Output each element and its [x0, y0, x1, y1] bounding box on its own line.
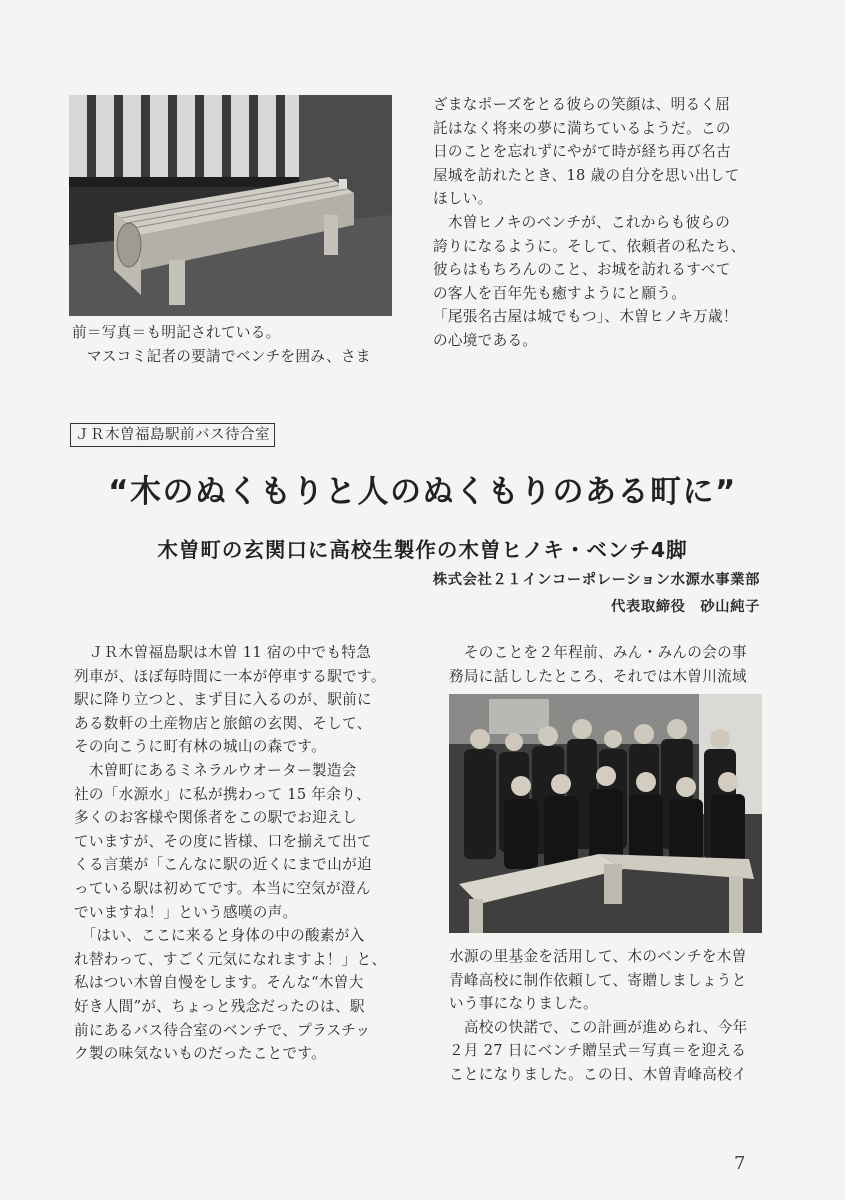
text-line: ＪＲ木曽福島駅は木曽 11 宿の中でも特急 [74, 644, 372, 661]
text-line: っている駅は初めてです。本当に空気が澄ん [74, 879, 371, 897]
text-line: ざまなポーズをとる彼らの笑顔は、明るく屈 [433, 96, 731, 113]
text-line: 「尾張名古屋は城でもつ」、木曽ヒノキ万歳！ [433, 308, 738, 326]
group-photo-illustration [449, 694, 762, 933]
category-label: ＪＲ木曽福島駅前バス待合室 [70, 423, 275, 447]
text-line: そのことを２年程前、みん・みんの会の事 [449, 644, 747, 661]
text-line: 誇りになるように。そして、依頼者の私たち、 [433, 237, 746, 255]
text-line: 多くのお客様や関係者をこの駅でお迎えし [74, 809, 357, 827]
text-line: 日のことを忘れずにやがて時が経ち再び名古 [433, 143, 731, 161]
byline-company: 株式会社２１インコーポレーション水源水事業部 [432, 572, 760, 588]
text-line: 私はつい木曽自慢をします。そんな“木曽大 [74, 974, 364, 992]
text-line: いう事になりました。 [449, 995, 598, 1013]
text-line: 水源の里基金を活用して、木のベンチを木曽 [449, 948, 747, 965]
text-line: ていますが、その度に皆様、口を揃えて出て [74, 832, 372, 850]
text-line: でいますね！」という感嘆の声。 [74, 903, 298, 921]
article-headline: “木のぬくもりと人のぬくもりのある町に” [108, 474, 737, 510]
text-line: ある数軒の土産物店と旅館の玄関、そして、 [74, 714, 372, 732]
caption-line: 前＝写真＝も明記されている。 [72, 324, 281, 341]
text-line: 務局に話ししたところ、それでは木曽川流域 [449, 667, 747, 685]
text-line: ２月 27 日にベンチ贈呈式＝写真＝を迎える [449, 1042, 747, 1060]
top-right-column [433, 93, 745, 353]
byline-author: 代表取締役 砂山純子 [611, 599, 760, 615]
text-line: 好き人間”が、ちょっと残念だったのは、駅 [74, 997, 365, 1015]
text-line: 列車が、ほぼ毎時間に一本が停車する駅です。 [74, 667, 386, 685]
text-line: 託はなく将来の夢に満ちているようだ。この [433, 119, 731, 137]
bench-photo-illustration [69, 95, 392, 316]
body-left-column [74, 641, 386, 1066]
text-line: 駅に降り立つと、まず目に入るのが、駅前に [74, 691, 372, 709]
text-line: 高校の快諾で、この計画が進められ、今年 [449, 1018, 748, 1036]
article-subheadline: 木曽町の玄関口に高校生製作の木曽ヒノキ・ベンチ4脚 [157, 538, 688, 562]
group-photo [449, 694, 762, 933]
text-line: れ替わって、すごく元気になれますよ！」と、 [74, 950, 387, 968]
text-line: 木曽町にあるミネラルウオーター製造会 [74, 761, 357, 779]
text-line: 「はい、ここに来ると身体の中の酸素が入 [74, 927, 365, 945]
text-line: 前にあるバス待合室のベンチで、プラスチッ [74, 1021, 371, 1039]
page-number: 7 [734, 1153, 746, 1174]
top-left-caption [72, 321, 371, 368]
text-line: の客人を百年先も癒すようにと願う。 [433, 284, 687, 302]
text-line: くる言葉が「こんなに駅の近くにまで山が迫 [74, 856, 372, 874]
text-line: 彼らはもちろんのこと、お城を訪れるすべて [433, 261, 731, 279]
text-line: ク製の味気ないものだったことです。 [74, 1045, 327, 1063]
text-line: ことになりました。この日、木曽青峰高校イ [449, 1065, 747, 1083]
text-line: 青峰高校に制作依頼して、寄贈しましょうと [449, 971, 747, 989]
text-line: その向こうに町有林の城山の森です。 [74, 738, 327, 756]
text-line: 社の「水源水」に私が携わって 15 年余り、 [74, 785, 371, 803]
bench-photo [69, 95, 392, 316]
text-line: の心境である。 [433, 331, 538, 349]
text-line: 木曽ヒノキのベンチが、これからも彼らの [433, 213, 731, 231]
body-right-column-top [449, 641, 747, 688]
body-right-column-bottom [449, 945, 747, 1087]
text-line: ほしい。 [433, 190, 493, 208]
caption-line: マスコミ記者の要請でベンチを囲み、さま [72, 347, 371, 365]
text-line: 屋城を訪れたとき、18 歳の自分を思い出して [433, 166, 740, 184]
